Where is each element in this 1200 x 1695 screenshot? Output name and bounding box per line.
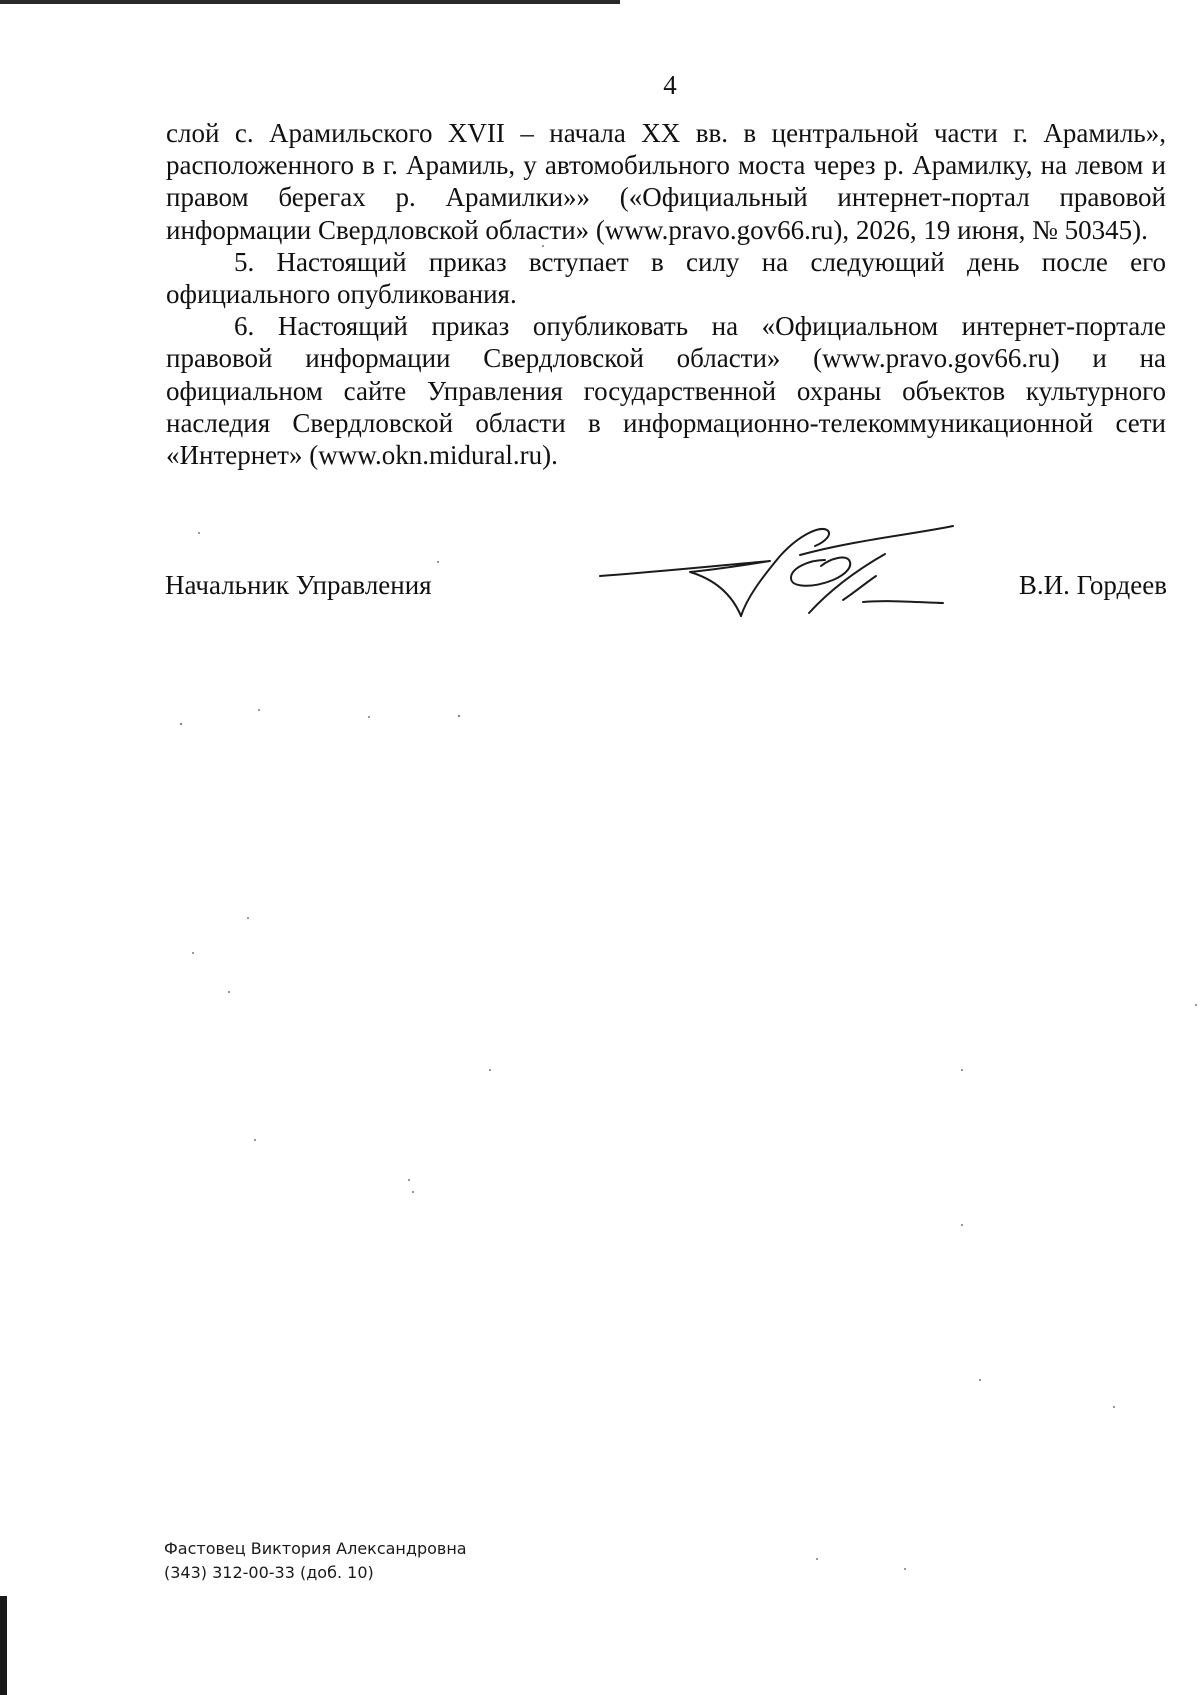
executor-name: Фастовец Виктория Александровна bbox=[164, 1539, 467, 1558]
body-text bbox=[166, 117, 1166, 471]
paragraph-item-6: 6. Настоящий приказ опубликовать на «Официальном интернет-портале правовой информации Свердловской области» (www.pravo.gov66.ru) и на официальном сайте Управления государственной охраны объектов культурного наследия Свердловской области в информационно-телекоммуникационной сети «Интернет» (www.okn.midural.ru). bbox=[166, 311, 1166, 471]
paragraph-continuation: слой с. Арамильского XVII – начала XX вв. в центральной части г. Арамиль», расположенного в г. Арамиль, у автомобильного моста через р. Арамилку, на левом и правом берегах р. Арамилки»» («Официальный интернет-портал правовой информации Свердловской области» (www.pravo.gov66.ru), 2026, 19 июня, № 50345). bbox=[166, 118, 1166, 245]
executor-phone: (343) 312-00-33 (доб. 10) bbox=[164, 1563, 374, 1582]
page-number: 4 bbox=[663, 70, 677, 100]
handwritten-signature bbox=[595, 520, 955, 620]
executor-info bbox=[164, 1537, 467, 1585]
signatory-title: Начальник Управления bbox=[165, 570, 432, 600]
paragraph-item-5: 5. Настоящий приказ вступает в силу на следующий день после его официального опубликования. bbox=[166, 246, 1166, 310]
signatory-name: В.И. Гордеев bbox=[1018, 570, 1167, 600]
